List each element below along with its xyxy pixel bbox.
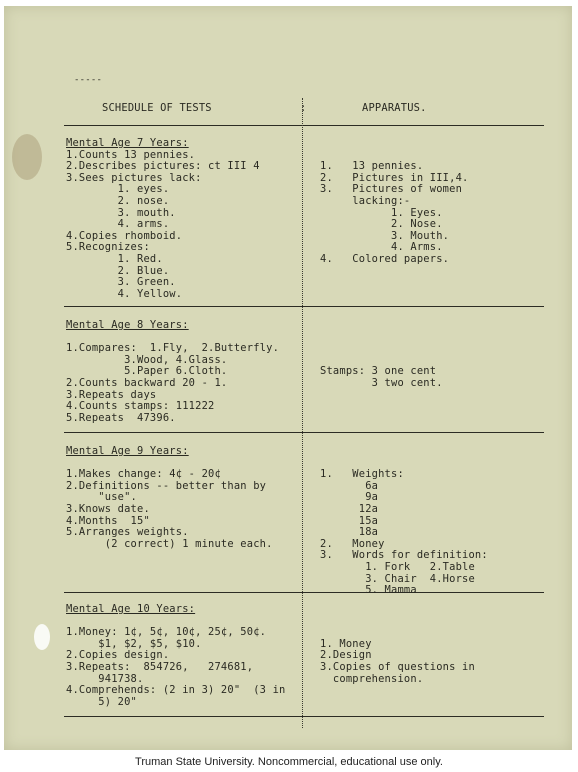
- test-line: 941738.: [66, 672, 144, 685]
- apparatus-line: 1. Eyes.: [320, 206, 443, 219]
- apparatus-line: 1. Money: [320, 637, 372, 650]
- apparatus-line: 4. Arms.: [320, 241, 443, 254]
- apparatus-line: 3. Words for definition:: [320, 549, 488, 562]
- test-line: 4. arms.: [66, 218, 170, 231]
- section-age9-tests: [66, 446, 273, 550]
- apparatus-line: 18a: [320, 526, 379, 539]
- test-line: 4.Months 15": [66, 514, 150, 527]
- test-line: 5) 20": [66, 695, 138, 708]
- apparatus-line: 1. Fork 2.Table: [320, 560, 475, 573]
- apparatus-line: 15a: [320, 514, 379, 527]
- column-separator: [302, 98, 303, 728]
- test-line: 2. nose.: [66, 194, 170, 207]
- test-line: 1.Counts 13 pennies.: [66, 148, 196, 161]
- rule-after-age7: [64, 306, 544, 307]
- header-separator: :: [300, 102, 307, 114]
- test-line: 1.Money: 1¢, 5¢, 10¢, 25¢, 50¢.: [66, 626, 267, 639]
- apparatus-line: 5. Mamma: [320, 584, 417, 597]
- test-line: 2.Definitions -- better than by: [66, 479, 267, 492]
- apparatus-line: 3.Copies of questions in: [320, 660, 475, 673]
- apparatus-line: 3. Chair 4.Horse: [320, 572, 475, 585]
- apparatus-line: 2. Pictures in III,4.: [320, 171, 469, 184]
- apparatus-line: lacking:-: [320, 194, 411, 207]
- section-title: Mental Age 7 Years:: [66, 137, 189, 149]
- test-line: 3. Green.: [66, 276, 176, 289]
- rule-after-age8: [64, 432, 544, 433]
- test-line: 5.Recognizes:: [66, 241, 150, 254]
- dash-mark: -----: [74, 75, 103, 85]
- apparatus-line: 3 two cent.: [320, 376, 443, 389]
- test-line: 5.Arranges weights.: [66, 526, 189, 539]
- apparatus-line: 9a: [320, 491, 379, 504]
- test-line: 1.Compares: 1.Fly, 2.Butterfly.: [66, 342, 280, 355]
- test-line: 2.Counts backward 20 - 1.: [66, 376, 228, 389]
- test-line: $1, $2, $5, $10.: [66, 637, 202, 650]
- apparatus-line: comprehension.: [320, 672, 424, 685]
- apparatus-line: [320, 332, 443, 344]
- test-line: 2.Copies design.: [66, 649, 170, 662]
- test-line: 4.Counts stamps: 111222: [66, 400, 215, 413]
- section-title: Mental Age 9 Years:: [66, 445, 189, 457]
- rule-bottom: [64, 716, 544, 717]
- test-line: 4.Comprehends: (2 in 3) 20" (3 in: [66, 684, 286, 697]
- test-line: 3.Repeats: 854726, 274681,: [66, 660, 254, 673]
- test-line: 2. Blue.: [66, 264, 170, 277]
- apparatus-line: 1. 13 pennies.: [320, 160, 424, 173]
- apparatus-line: Stamps: 3 one cent: [320, 365, 437, 378]
- stain-mark: [12, 134, 42, 180]
- apparatus-line: 3. Pictures of women: [320, 183, 463, 196]
- apparatus-line: 3. Mouth.: [320, 229, 450, 242]
- apparatus-line: 2.Design: [320, 649, 372, 662]
- test-line: 5.Repeats 47396.: [66, 411, 176, 424]
- test-line: 4. Yellow.: [66, 287, 183, 300]
- section-age8-tests: [66, 320, 279, 424]
- apparatus-line: 12a: [320, 502, 379, 515]
- section-age10-apparatus: [320, 616, 475, 686]
- section-age7-tests: [66, 138, 260, 300]
- test-line: 3.Sees pictures lack:: [66, 171, 202, 184]
- section-age9-apparatus: [320, 458, 488, 597]
- apparatus-line: [320, 343, 443, 355]
- apparatus-line: 6a: [320, 479, 379, 492]
- apparatus-line: [320, 616, 475, 628]
- apparatus-line: 4. Colored papers.: [320, 252, 450, 265]
- section-title: Mental Age 8 Years:: [66, 319, 189, 331]
- section-age8-apparatus: [320, 332, 443, 390]
- apparatus-line: 2. Money: [320, 537, 385, 550]
- test-line: 2.Describes pictures: ct III 4: [66, 160, 260, 173]
- section-title: Mental Age 10 Years:: [66, 603, 196, 615]
- section-age7-apparatus: [320, 150, 468, 266]
- header-schedule: SCHEDULE OF TESTS: [102, 102, 212, 114]
- test-line: 1.Makes change: 4¢ - 20¢: [66, 468, 221, 481]
- test-line: 3. mouth.: [66, 206, 176, 219]
- test-line: 1. Red.: [66, 252, 163, 265]
- footer-credit: Truman State University. Noncommercial, educational use only.: [135, 756, 443, 768]
- apparatus-line: 1. Weights:: [320, 468, 404, 481]
- test-line: 5.Paper 6.Cloth.: [66, 365, 228, 378]
- rule-top: [64, 125, 544, 126]
- torn-spot: [34, 624, 50, 650]
- test-line: 3.Wood, 4.Glass.: [66, 353, 228, 366]
- test-line: (2 correct) 1 minute each.: [66, 537, 273, 550]
- test-line: 3.Knows date.: [66, 502, 150, 515]
- test-line: 1. eyes.: [66, 183, 170, 196]
- header-apparatus: APPARATUS.: [362, 102, 427, 114]
- document-page: [4, 6, 572, 750]
- test-line: 3.Repeats days: [66, 388, 157, 401]
- apparatus-line: 2. Nose.: [320, 218, 443, 231]
- test-line: "use".: [66, 491, 138, 504]
- test-line: 4.Copies rhomboid.: [66, 229, 183, 242]
- section-age10-tests: [66, 604, 286, 708]
